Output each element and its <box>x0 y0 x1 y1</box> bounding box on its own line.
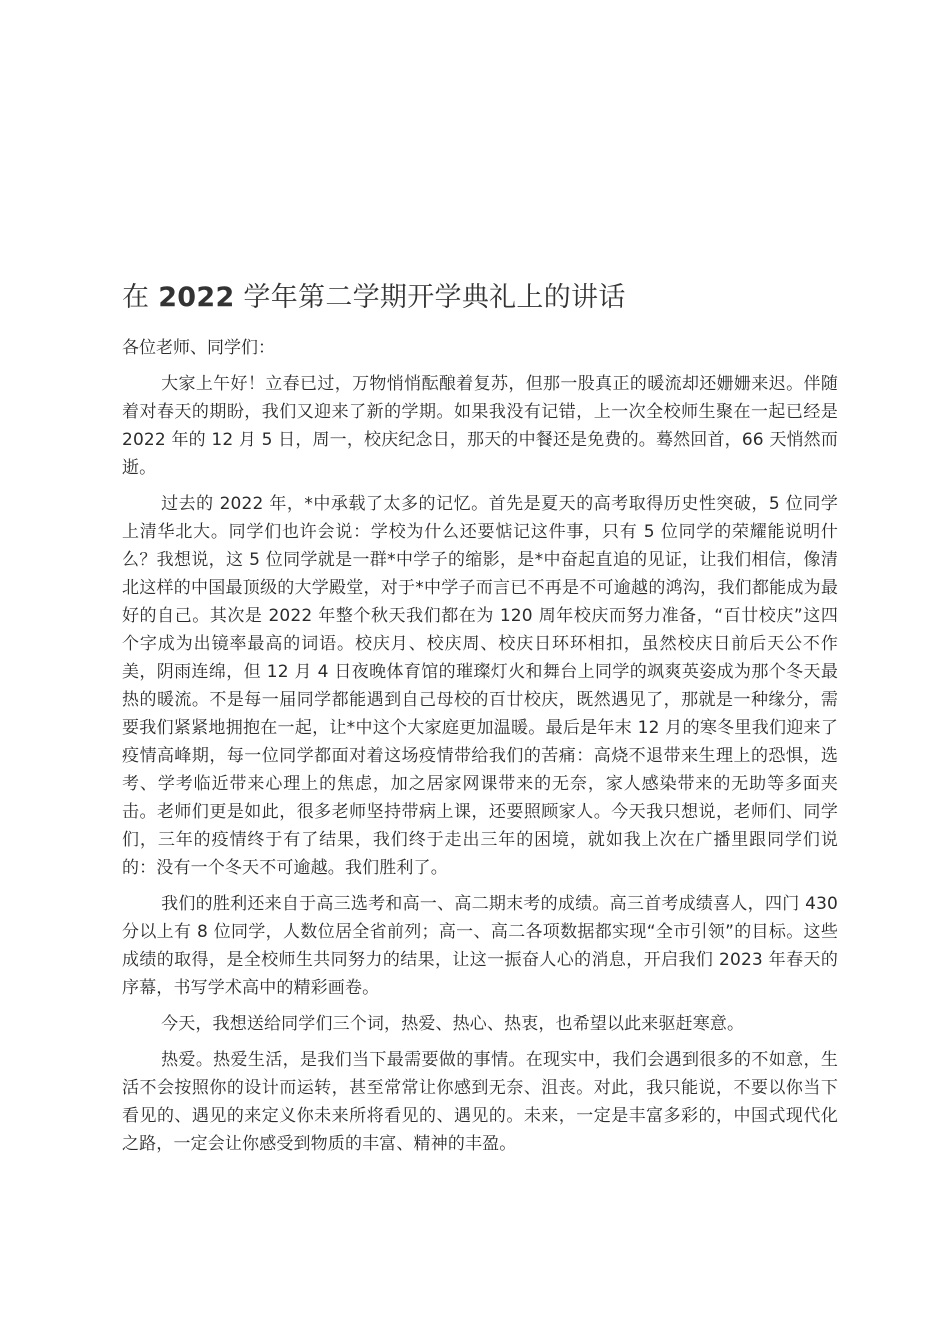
paragraph-love-life: 热爱。热爱生活，是我们当下最需要做的事情。在现实中，我们会遇到很多的不如意，生活不会按照你的设计而运转，甚至常常让你感到无奈、沮丧。对此，我只能说，不要以你当下看见的、遇见的来定义你未来所将看见的、遇见的。未来，一定是丰富多彩的，中国式现代化之路，一定会让你感受到物质的丰富、精神的丰盈。 <box>122 1050 838 1154</box>
salutation: 各位老师、同学们： <box>122 338 275 358</box>
paragraph-exam-results: 我们的胜利还来自于高三选考和高一、高二期末考的成绩。高三首考成绩喜人，四门 430 分以上有 8 位同学，人数位居全省前列；高一、高二各项数据都实现“全市引领”的目标。这些成绩的取得，是全校师生共同努力的结果，让这一振奋人心的消息，开启我们 2023 年春天的序幕，书写学术高中的精彩画卷。 <box>122 894 838 998</box>
title-prefix: 在 <box>122 282 159 313</box>
paragraph-review-2022: 过去的 2022 年，*中承载了太多的记忆。首先是夏天的高考取得历史性突破，5 位同学上清华北大。同学们也许会说：学校为什么还要惦记这件事，只有 5 位同学的荣耀能说明什么？我想说，这 5 位同学就是一群*中学子的缩影，是*中奋起直追的见证，让我们相信，像清北这样的中国最顶级的大学殿堂，对于*中学子而言已不再是不可逾越的鸿沟，我们都能成为最好的自己。其次是 2022 年整个秋天我们都在为 120 周年校庆而努力准备，“百廿校庆”这四个字成为出镜率最高的词语。校庆月、校庆周、校庆日环环相扣，虽然校庆日前后天公不作美，阴雨连绵，但 12 月 4 日夜晚体育馆的璀璨灯火和舞台上同学的飒爽英姿成为那个冬天最热的暖流。不是每一届同学都能遇到自己母校的百廿校庆，既然遇见了，那就是一种缘分，需要我们紧紧地拥抱在一起，让*中这个大家庭更加温暖。最后是年末 12 月的寒冬里我们迎来了疫情高峰期，每一位同学都面对着这场疫情带给我们的苦痛：高烧不退带来生理上的恐惧，选考、学考临近带来心理上的焦虑，加之居家网课带来的无奈，家人感染带来的无助等多面夹击。老师们更是如此，很多老师坚持带病上课，还要照顾家人。今天我只想说，老师们、同学们，三年的疫情终于有了结果，我们终于走出三年的困境，就如我上次在广播里跟同学们说的：没有一个冬天不可逾越。我们胜利了。 <box>122 494 838 878</box>
document-title <box>122 280 838 316</box>
paragraph-three-words: 今天，我想送给同学们三个词，热爱、热心、热衷，也希望以此来驱赶寒意。 <box>161 1014 745 1034</box>
document-body <box>122 280 838 1166</box>
paragraph-greeting: 大家上午好！立春已过，万物悄悄酝酿着复苏，但那一股真正的暖流却还姗姗来迟。伴随着对春天的期盼，我们又迎来了新的学期。如果我没有记错，上一次全校师生聚在一起已经是 2022 年的 12 月 5 日，周一，校庆纪念日，那天的中餐还是免费的。蓦然回首，66 天悄然而逝。 <box>122 374 838 478</box>
title-year: 2022 <box>158 282 235 313</box>
title-suffix: 学年第二学期开学典礼上的讲话 <box>234 282 626 313</box>
